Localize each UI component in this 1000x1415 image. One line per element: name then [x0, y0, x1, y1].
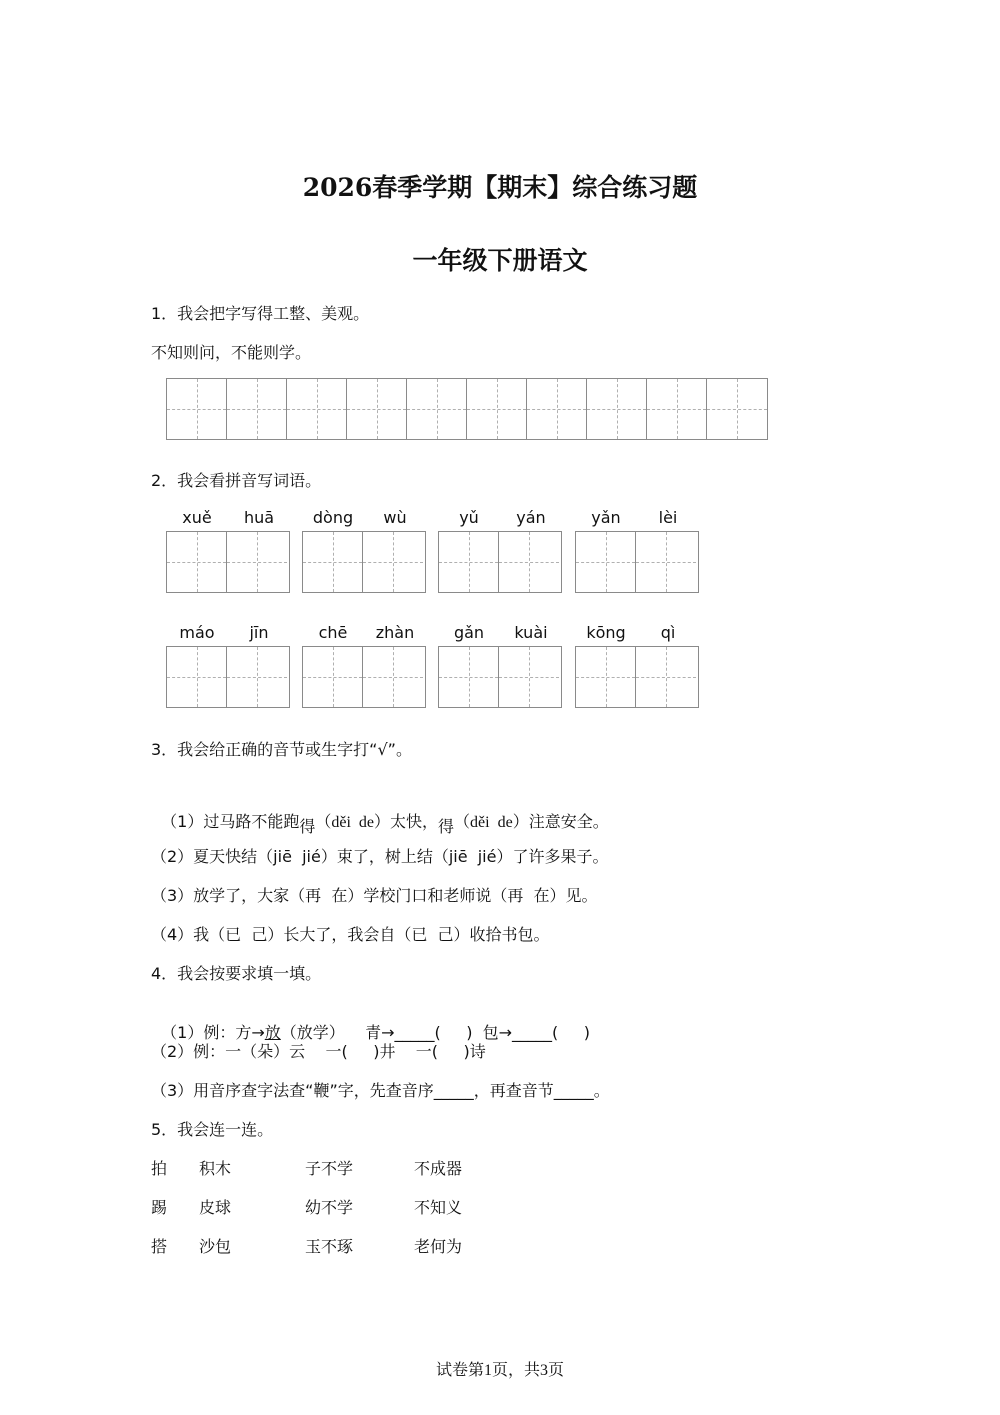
pinyin-word-group	[575, 508, 699, 593]
writing-cell[interactable]	[467, 379, 527, 439]
q5-col4-item[interactable]: 不知义	[414, 1198, 463, 1217]
q2-heading: 2．我会看拼音写词语。	[151, 471, 322, 490]
q5-col1-item[interactable]: 踢	[151, 1198, 168, 1217]
pinyin-syllable: kōng	[586, 623, 626, 642]
pinyin-word-group	[302, 508, 426, 593]
pinyin-syllable: máo	[179, 623, 215, 642]
writing-cell[interactable]	[167, 379, 227, 439]
writing-cell[interactable]	[227, 647, 287, 707]
pinyin-syllable: jīn	[249, 623, 269, 642]
writing-cell[interactable]	[227, 379, 287, 439]
writing-cell[interactable]	[303, 647, 363, 707]
q1-heading: 1．我会把字写得工整、美观。	[151, 304, 370, 323]
writing-cell[interactable]	[439, 532, 499, 592]
writing-box-pair[interactable]	[302, 531, 426, 593]
pinyin-syllable: xuě	[182, 508, 212, 527]
writing-box-pair[interactable]	[438, 531, 562, 593]
q3-item1-part-a: （1）过马路不能跑	[161, 812, 300, 831]
page-subtitle: 一年级下册语文	[412, 246, 588, 275]
writing-box-pair[interactable]	[302, 646, 426, 708]
writing-cell[interactable]	[167, 532, 227, 592]
pinyin-syllable: dòng	[312, 508, 354, 527]
q4-item-3[interactable]: （3）用音序查字法查“鞭”字，先查音序_____，再查音节_____。	[151, 1081, 610, 1100]
writing-cell[interactable]	[587, 379, 647, 439]
q4-item-2[interactable]: （2）例：一（朵）云 一( )井 一( )诗	[151, 1042, 486, 1061]
writing-cell[interactable]	[707, 379, 767, 439]
q5-col1-item[interactable]: 搭	[151, 1237, 168, 1256]
q3-item1-char1: 得	[299, 817, 316, 836]
pinyin-syllable: yán	[516, 508, 546, 527]
writing-cell[interactable]	[636, 647, 696, 707]
pinyin-word-group	[302, 623, 426, 708]
writing-cell[interactable]	[439, 647, 499, 707]
writing-box-pair[interactable]	[438, 646, 562, 708]
pinyin-syllable: yǔ	[459, 508, 479, 527]
writing-cell[interactable]	[407, 379, 467, 439]
writing-cell[interactable]	[576, 647, 636, 707]
q4-item1-underlined: 放	[264, 1023, 281, 1042]
pinyin-syllable: qì	[660, 623, 676, 642]
q5-col1-item[interactable]: 拍	[151, 1159, 168, 1178]
q3-item1-part-b[interactable]: （děi de）太快，	[315, 814, 439, 831]
pinyin-syllable: yǎn	[591, 508, 621, 527]
q3-item-2[interactable]: （2）夏天快结（jiē jié）束了，树上结（jiē jié）了许多果子。	[151, 847, 609, 866]
writing-cell[interactable]	[363, 647, 423, 707]
writing-cell[interactable]	[527, 379, 587, 439]
q3-item-1	[151, 792, 609, 836]
q5-col3-item[interactable]: 玉不琢	[305, 1237, 354, 1256]
pinyin-word-group	[438, 623, 562, 708]
q5-col3-item[interactable]: 子不学	[305, 1159, 354, 1178]
writing-cell[interactable]	[647, 379, 707, 439]
writing-box-pair[interactable]	[166, 646, 290, 708]
pinyin-syllable: chē	[318, 623, 348, 642]
q4-item1-part-a: （1）例：方→	[161, 1023, 265, 1042]
writing-cell[interactable]	[499, 647, 559, 707]
q5-col4-item[interactable]: 不成器	[414, 1159, 463, 1178]
writing-box-pair[interactable]	[575, 646, 699, 708]
q3-item1-part-c[interactable]: （děi de）注意安全。	[454, 814, 609, 831]
pinyin-syllable: lèi	[658, 508, 678, 527]
writing-box-pair[interactable]	[166, 531, 290, 593]
writing-cell[interactable]	[227, 532, 287, 592]
writing-cell[interactable]	[303, 532, 363, 592]
writing-cell[interactable]	[363, 532, 423, 592]
pinyin-word-group	[438, 508, 562, 593]
q5-col2-item[interactable]: 积木	[199, 1159, 232, 1178]
q5-col2-item[interactable]: 皮球	[199, 1198, 232, 1217]
q3-item1-char2: 得	[438, 817, 455, 836]
pinyin-syllable: huā	[243, 508, 275, 527]
q1-writing-grid[interactable]	[166, 378, 768, 440]
page-footer: 试卷第1页，共3页	[435, 1362, 564, 1379]
pinyin-word-group	[166, 623, 290, 708]
q5-col2-item[interactable]: 沙包	[199, 1237, 232, 1256]
q4-item-1[interactable]	[151, 1003, 590, 1043]
writing-cell[interactable]	[576, 532, 636, 592]
writing-box-pair[interactable]	[575, 531, 699, 593]
writing-cell[interactable]	[287, 379, 347, 439]
q5-heading: 5．我会连一连。	[151, 1120, 274, 1139]
q5-col3-item[interactable]: 幼不学	[305, 1198, 354, 1217]
writing-cell[interactable]	[347, 379, 407, 439]
q4-item1-part-b[interactable]: （放学） 青→_____( ) 包→_____( )	[280, 1023, 590, 1042]
pinyin-syllable: zhàn	[375, 623, 415, 642]
q4-heading: 4．我会按要求填一填。	[151, 964, 322, 983]
pinyin-syllable: gǎn	[453, 623, 485, 642]
writing-cell[interactable]	[499, 532, 559, 592]
q5-col4-item[interactable]: 老何为	[414, 1237, 463, 1256]
pinyin-word-group	[166, 508, 290, 593]
writing-cell[interactable]	[167, 647, 227, 707]
page-title: 2026春季学期【期末】综合练习题	[302, 173, 698, 202]
q3-item-3[interactable]: （3）放学了，大家（再 在）学校门口和老师说（再 在）见。	[151, 886, 598, 905]
writing-cell[interactable]	[636, 532, 696, 592]
q3-heading: 3．我会给正确的音节或生字打“√”。	[151, 740, 412, 759]
q3-item-4[interactable]: （4）我（已 己）长大了，我会自（已 己）收拾书包。	[151, 925, 550, 944]
q1-text: 不知则问，不能则学。	[151, 343, 312, 362]
pinyin-word-group	[575, 623, 699, 708]
pinyin-syllable: kuài	[514, 623, 548, 642]
pinyin-syllable: wù	[383, 508, 407, 527]
